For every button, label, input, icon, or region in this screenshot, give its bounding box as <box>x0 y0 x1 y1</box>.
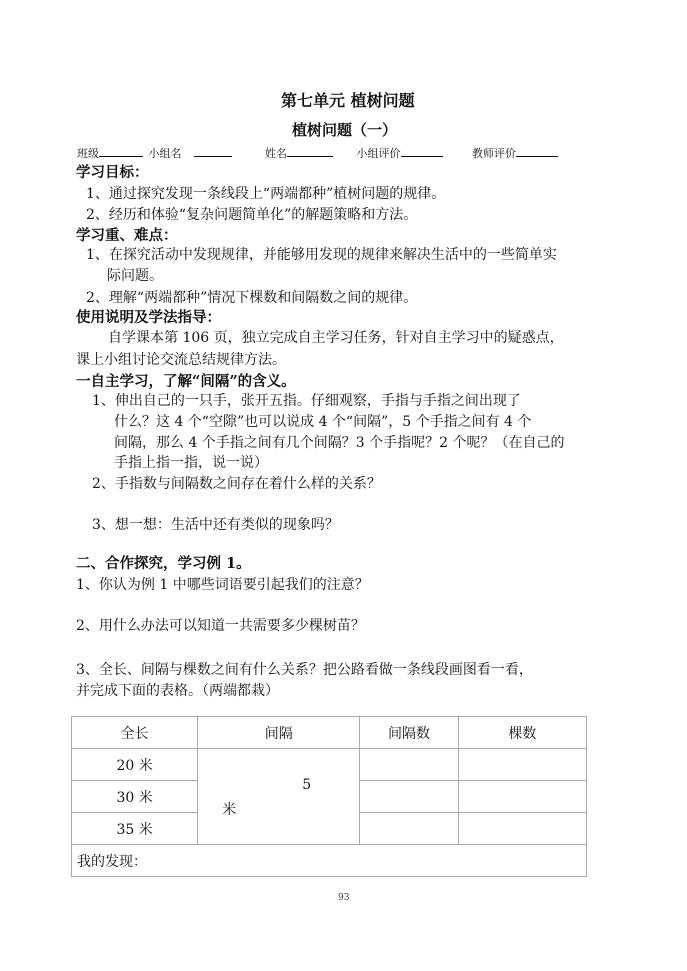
question-line: 并完成下面的表格。（两端都栽） <box>76 683 279 699</box>
class-blank[interactable] <box>99 145 143 157</box>
question-line: 1、你认为例 1 中哪些词语要引起我们的注意？ <box>76 577 369 593</box>
guide-heading: 使用说明及学法指导： <box>76 309 221 326</box>
keypoint-item-cont: 际问题。 <box>107 268 163 284</box>
table-header: 棵数 <box>458 717 586 749</box>
question-line: 3、想一想：生活中还有类似的现象吗？ <box>92 517 339 533</box>
guide-text: 课上小组讨论交流总结规律方法。 <box>76 352 286 368</box>
finding-row <box>72 845 587 877</box>
name-label: 姓名 <box>265 147 287 160</box>
teacher-eval-blank[interactable] <box>516 145 558 157</box>
question-line: 1、伸出自己的一只手，张开五指。仔细观察，手指与手指之间出现了 <box>92 393 521 409</box>
question-line: 2、手指数与间隔数之间存在着什么样的关系？ <box>92 476 381 492</box>
finding-cell[interactable] <box>72 845 587 877</box>
group-eval-blank[interactable] <box>401 145 443 157</box>
tree-count-cell[interactable] <box>458 749 586 781</box>
question-line: 手指上指一指，说一说） <box>114 455 268 471</box>
table-header: 全长 <box>72 717 198 749</box>
length-cell: 30 米 <box>72 781 198 813</box>
table-header: 间隔 <box>198 717 360 749</box>
lesson-title: 植树问题（一） <box>292 121 398 139</box>
table-header-row <box>72 717 587 749</box>
info-row <box>77 145 558 161</box>
question-line: 什么？这 4 个“空隙”也可以说成 4 个“间隔”，5 个手指之间有 4 个 <box>114 414 532 430</box>
interval-count-cell[interactable] <box>360 813 458 845</box>
section1-heading: 一自主学习，了解“间隔”的含义。 <box>76 373 296 390</box>
interval-value: 5 <box>302 777 312 793</box>
guide-text: 自学课本第 106 页，独立完成自主学习任务，针对自主学习中的疑惑点， <box>108 330 564 346</box>
keypoint-item: 2、理解“两端都种”情况下棵数和间隔数之间的规律。 <box>86 290 418 306</box>
goal-item: 2、经历和体验“复杂问题简单化”的解题策略和方法。 <box>86 207 418 223</box>
goal-item: 1、通过探究发现一条线段上“两端都种”植树问题的规律。 <box>86 186 446 202</box>
length-cell: 35 米 <box>72 813 198 845</box>
group-eval-label: 小组评价 <box>356 147 401 160</box>
keypoint-item: 1、在探究活动中发现规律，并能够用发现的规律来解决生活中的一些简单实 <box>86 247 557 263</box>
group-blank[interactable] <box>194 145 232 157</box>
interval-count-cell[interactable] <box>360 749 458 781</box>
length-cell: 20 米 <box>72 749 198 781</box>
unit-title: 第七单元 植树问题 <box>281 91 415 110</box>
data-table <box>71 716 587 877</box>
interval-unit: 米 <box>222 802 237 818</box>
goals-heading: 学习目标： <box>76 164 149 181</box>
question-line: 3、全长、间隔与棵数之间有什么关系？把公路看做一条线段画图看一看， <box>76 662 533 678</box>
class-label: 班级 <box>77 147 99 160</box>
finding-label: 我的发现： <box>77 853 147 870</box>
tree-count-cell[interactable] <box>458 813 586 845</box>
name-blank[interactable] <box>287 145 333 157</box>
interval-cell <box>198 749 360 845</box>
group-label: 小组名 <box>148 147 182 160</box>
page-number: 93 <box>338 893 350 903</box>
question-line: 2、用什么办法可以知道一共需要多少棵树苗？ <box>76 618 365 634</box>
interval-count-cell[interactable] <box>360 781 458 813</box>
table-header: 间隔数 <box>360 717 458 749</box>
keypoints-heading: 学习重、难点： <box>76 227 178 244</box>
tree-count-cell[interactable] <box>458 781 586 813</box>
section2-heading: 二、合作探究，学习例 1。 <box>76 555 251 572</box>
table-row <box>72 749 587 781</box>
teacher-eval-label: 教师评价 <box>472 147 516 160</box>
question-line: 间隔，那么 4 个手指之间有几个间隔？3 个手指呢？2 个呢？（在自己的 <box>114 435 565 451</box>
